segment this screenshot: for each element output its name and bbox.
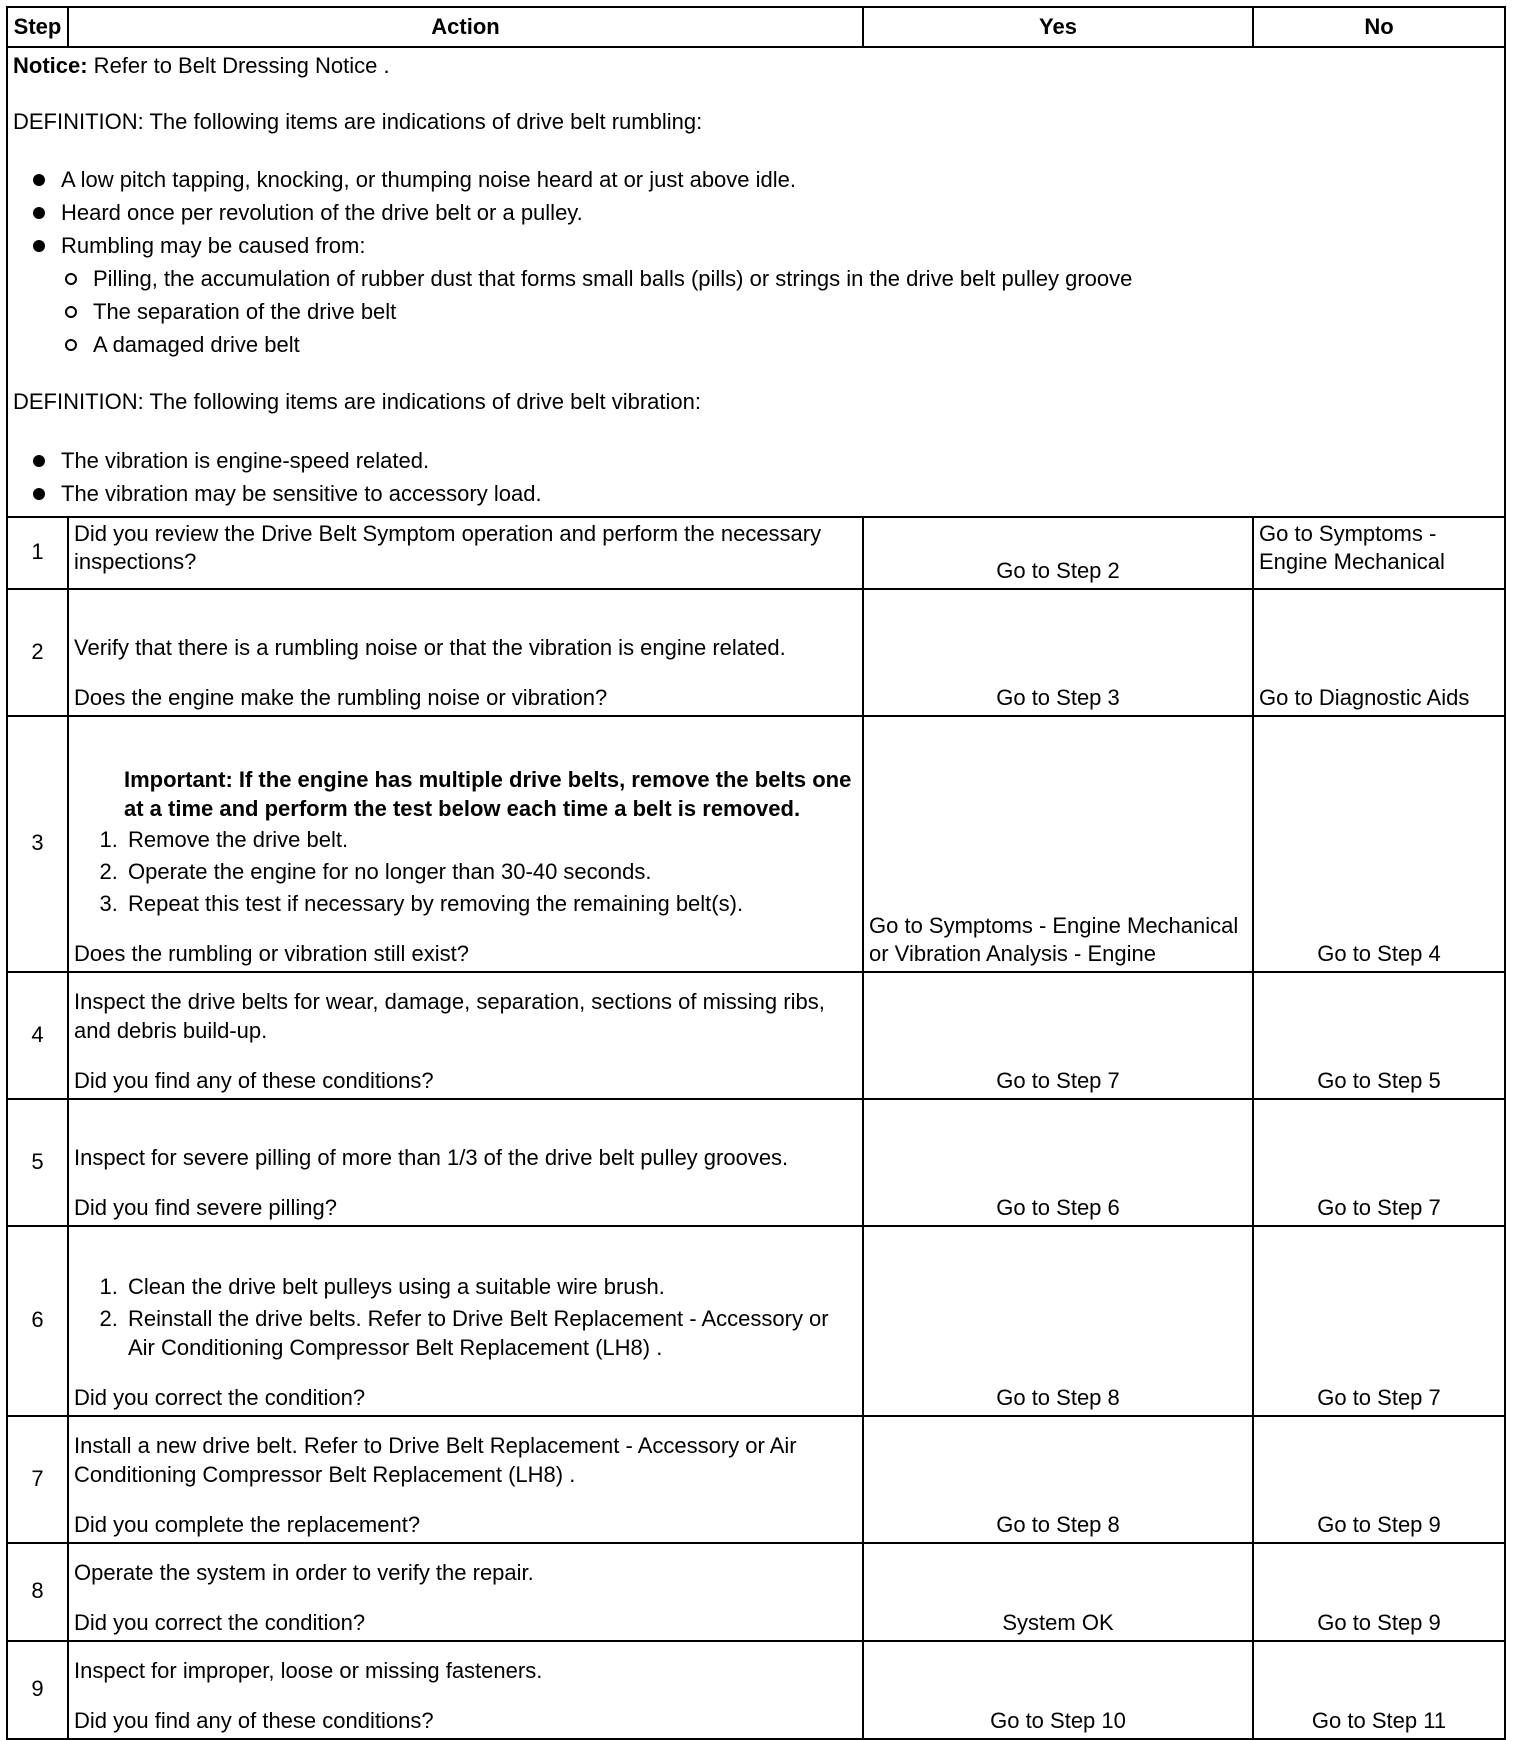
yes-cell: Go to Step 6 xyxy=(863,1099,1253,1226)
list-item: The separation of the drive belt xyxy=(63,295,1499,328)
intro-row xyxy=(7,47,1505,517)
yes-cell: Go to Step 3 xyxy=(863,589,1253,716)
list-item: The vibration is engine-speed related. xyxy=(31,444,1499,477)
action-cell xyxy=(68,1416,863,1543)
notice-text: Refer to Belt Dressing Notice . xyxy=(87,53,390,78)
notice-label: Notice: xyxy=(13,53,88,78)
action-text: Verify that there is a rumbling noise or that the vibration is engine related. xyxy=(74,634,786,660)
no-cell: Go to Step 7 xyxy=(1253,1226,1505,1416)
no-cell: Go to Diagnostic Aids xyxy=(1253,589,1505,716)
action-question: Did you find any of these conditions? xyxy=(74,1708,434,1734)
step-number: 5 xyxy=(7,1099,68,1226)
procedure-list xyxy=(74,826,857,918)
definition-vibration: DEFINITION: The following items are indications of drive belt vibration: xyxy=(13,389,701,415)
table-row xyxy=(7,1099,1505,1226)
yes-cell: Go to Step 2 xyxy=(863,517,1253,589)
list-item: 2. Operate the engine for no longer than 30-40 seconds. xyxy=(124,858,857,887)
action-text: Did you review the Drive Belt Symptom operation and perform the necessary inspections? xyxy=(74,520,822,575)
no-cell: Go to Step 7 xyxy=(1253,1099,1505,1226)
action-text: Operate the system in order to verify the repair. xyxy=(74,1559,534,1585)
step-number: 6 xyxy=(7,1226,68,1416)
notice xyxy=(13,52,1499,81)
vibration-list xyxy=(13,444,1499,510)
diagnostic-table-sheet xyxy=(6,6,1504,1740)
header-step: Step xyxy=(7,7,68,47)
action-cell xyxy=(68,1099,863,1226)
yes-cell: Go to Step 7 xyxy=(863,972,1253,1099)
list-item: 1. Remove the drive belt. xyxy=(124,826,857,855)
action-question: Did you correct the condition? xyxy=(74,1610,366,1636)
list-item: 1. Clean the drive belt pulleys using a suitable wire brush. xyxy=(124,1273,857,1302)
step-number: 1 xyxy=(7,517,68,589)
table-row xyxy=(7,517,1505,589)
list-item: Heard once per revolution of the drive belt or a pulley. xyxy=(31,196,1499,229)
header-yes: Yes xyxy=(863,7,1253,47)
table-row xyxy=(7,1641,1505,1739)
table-row xyxy=(7,716,1505,972)
action-cell xyxy=(68,517,863,589)
table-row xyxy=(7,1543,1505,1641)
action-cell xyxy=(68,1543,863,1641)
step-number: 8 xyxy=(7,1543,68,1641)
step-number: 2 xyxy=(7,589,68,716)
action-cell xyxy=(68,589,863,716)
step-number: 4 xyxy=(7,972,68,1099)
diagnostic-table xyxy=(6,6,1506,1740)
action-cell xyxy=(68,716,863,972)
header-no: No xyxy=(1253,7,1505,47)
no-cell: Go to Step 9 xyxy=(1253,1416,1505,1543)
action-text: Inspect for improper, loose or missing fasteners. xyxy=(74,1657,543,1683)
list-item: Pilling, the accumulation of rubber dust that forms small balls (pills) or strings in the drive belt pulley groove xyxy=(63,262,1499,295)
list-item: 3. Repeat this test if necessary by removing the remaining belt(s). xyxy=(124,890,857,919)
list-item: A low pitch tapping, knocking, or thumping noise heard at or just above idle. xyxy=(31,163,1499,196)
definition-rumbling: DEFINITION: The following items are indications of drive belt rumbling: xyxy=(13,108,703,134)
yes-cell: Go to Step 8 xyxy=(863,1416,1253,1543)
table-row xyxy=(7,589,1505,716)
step-number: 9 xyxy=(7,1641,68,1739)
yes-cell: Go to Step 8 xyxy=(863,1226,1253,1416)
no-cell: Go to Symptoms - Engine Mechanical xyxy=(1253,517,1505,589)
header-action: Action xyxy=(68,7,863,47)
list-item: The vibration may be sensitive to accessory load. xyxy=(31,477,1499,510)
action-question: Does the rumbling or vibration still exist? xyxy=(74,941,469,967)
table-row xyxy=(7,1416,1505,1543)
no-cell: Go to Step 9 xyxy=(1253,1543,1505,1641)
rumbling-causes-list xyxy=(13,262,1499,361)
action-text: Inspect the drive belts for wear, damage, separation, sections of missing ribs, and debris build-up. xyxy=(74,989,825,1043)
list-item: 2. Reinstall the drive belts. Refer to Drive Belt Replacement - Accessory or Air Conditioning Compressor Belt Replacement (LH8) . xyxy=(124,1305,857,1362)
action-question: Did you correct the condition? xyxy=(74,1385,366,1411)
yes-cell: Go to Step 10 xyxy=(863,1641,1253,1739)
action-question: Did you complete the replacement? xyxy=(74,1512,421,1538)
step-number: 3 xyxy=(7,716,68,972)
no-cell: Go to Step 5 xyxy=(1253,972,1505,1099)
procedure-list xyxy=(74,1273,857,1362)
table-row xyxy=(7,972,1505,1099)
step-number: 7 xyxy=(7,1416,68,1543)
rumbling-list xyxy=(13,163,1499,262)
no-cell: Go to Step 11 xyxy=(1253,1641,1505,1739)
action-question: Does the engine make the rumbling noise or vibration? xyxy=(74,685,608,711)
action-text: Install a new drive belt. Refer to Drive Belt Replacement - Accessory or Air Conditioning Compressor Belt Replacement (LH8) . xyxy=(74,1433,797,1487)
action-cell xyxy=(68,1641,863,1739)
yes-cell: System OK xyxy=(863,1543,1253,1641)
action-question: Did you find any of these conditions? xyxy=(74,1068,434,1094)
action-text: Inspect for severe pilling of more than 1/3 of the drive belt pulley grooves. xyxy=(74,1144,789,1170)
action-cell xyxy=(68,1226,863,1416)
action-cell xyxy=(68,972,863,1099)
yes-cell: Go to Symptoms - Engine Mechanical or Vibration Analysis - Engine xyxy=(863,716,1253,972)
intro-cell xyxy=(7,47,1505,517)
action-question: Did you find severe pilling? xyxy=(74,1195,337,1221)
table-row xyxy=(7,1226,1505,1416)
header-row xyxy=(7,7,1505,47)
list-item: A damaged drive belt xyxy=(63,328,1499,361)
no-cell: Go to Step 4 xyxy=(1253,716,1505,972)
important-note: Important: If the engine has multiple drive belts, remove the belts one at a time and perform the test below each time a belt is removed. xyxy=(124,767,852,821)
list-item: Rumbling may be caused from: xyxy=(31,229,1499,262)
